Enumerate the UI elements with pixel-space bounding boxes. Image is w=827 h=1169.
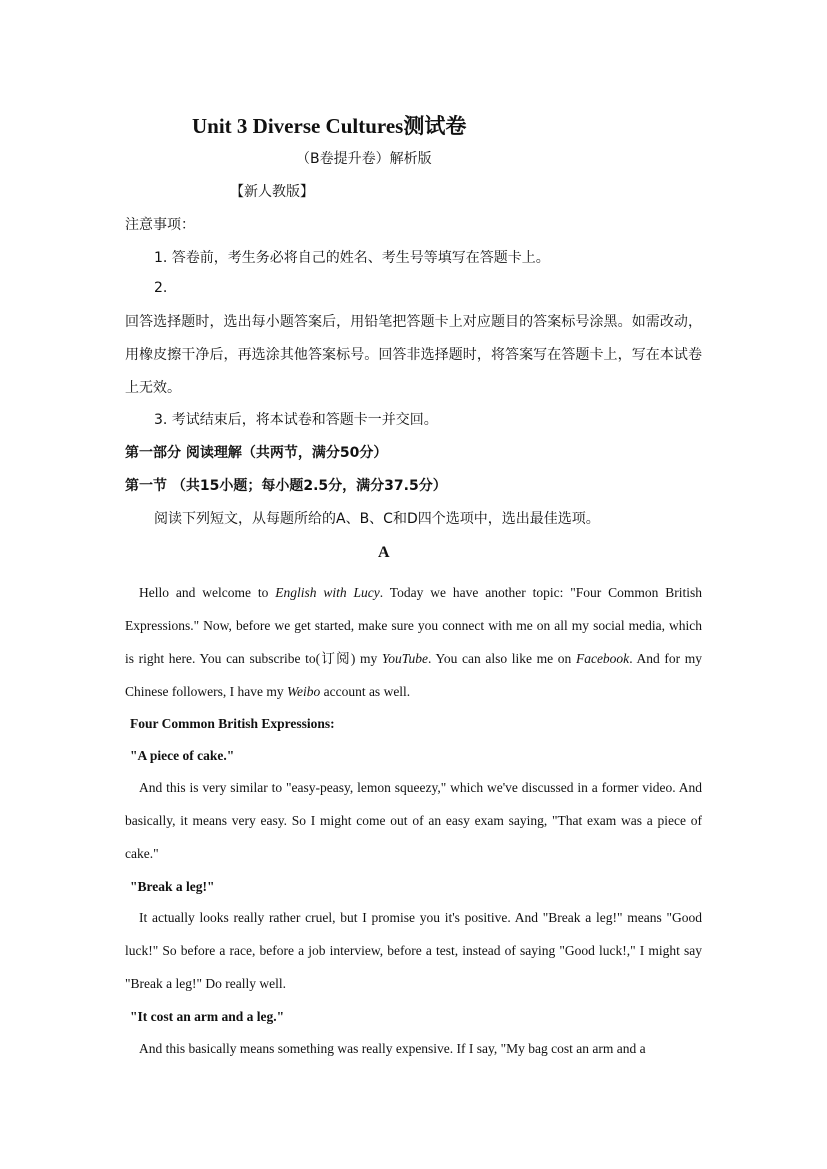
section-instruction: 阅读下列短文，从每题所给的A、B、C和D四个选项中，选出最佳选项。 [154,511,600,527]
notes-item-3: 3. 考试结束后，将本试卷和答题卡一并交回。 [154,412,438,428]
notes-item-1: 1. 答卷前，考生务必将自己的姓名、考生号等填写在答题卡上。 [154,250,550,266]
page-subtitle: （B卷提升卷）解析版 [296,151,432,167]
passage-label: A [378,544,390,561]
section-part-heading: 第一部分 阅读理解（共两节，满分50分） [125,445,388,461]
expression-1-title: "A piece of cake." [130,748,235,763]
passage-paragraph-1: Hello and welcome to English with Lucy. Today we have another topic: "Four Common British Expressions." Now, before we get started, make sure you connect with me on all my social media, which is right here. You can subscribe to(订阅) my YouTube. You can also like me on Facebook. And for my Chinese followers, I have my Weibo account as well. [125,585,703,699]
expression-3-title: "It cost an arm and a leg." [130,1009,285,1024]
expressions-heading: Four Common British Expressions: [130,716,335,731]
expression-2-title: "Break a leg!" [130,879,215,894]
edition-label: 【新人教版】 [230,184,314,200]
notes-item-2-text: 回答选择题时，选出每小题答案后，用铅笔把答题卡上对应题目的答案标号涂黑。如需改动，用橡皮擦干净后，再选涂其他答案标号。回答非选择题时，将答案写在答题卡上，写在本试卷上无效。 [125,314,702,396]
expression-2-text: It actually looks really rather cruel, but I promise you it's positive. And "Break a leg!" means "Good luck!" So before a race, before a job interview, before a test, instead of saying "Good luck!," I might say "Break a leg!" Do really well. [125,910,702,991]
notes-item-2-number: 2. [154,280,168,296]
section-sub-heading: 第一节 （共15小题；每小题2.5分，满分37.5分） [125,478,447,494]
expression-3-text: And this basically means something was really expensive. If I say, "My bag cost an arm and a [139,1041,646,1056]
expression-1-text: And this is very similar to "easy-peasy, lemon squeezy," which we've discussed in a former video. And basically, it means very easy. So I might come out of an easy exam saying, "That exam was a piece of cake." [125,780,702,861]
notes-heading: 注意事项： [125,217,195,233]
page-title: Unit 3 Diverse Cultures测试卷 [192,114,467,138]
